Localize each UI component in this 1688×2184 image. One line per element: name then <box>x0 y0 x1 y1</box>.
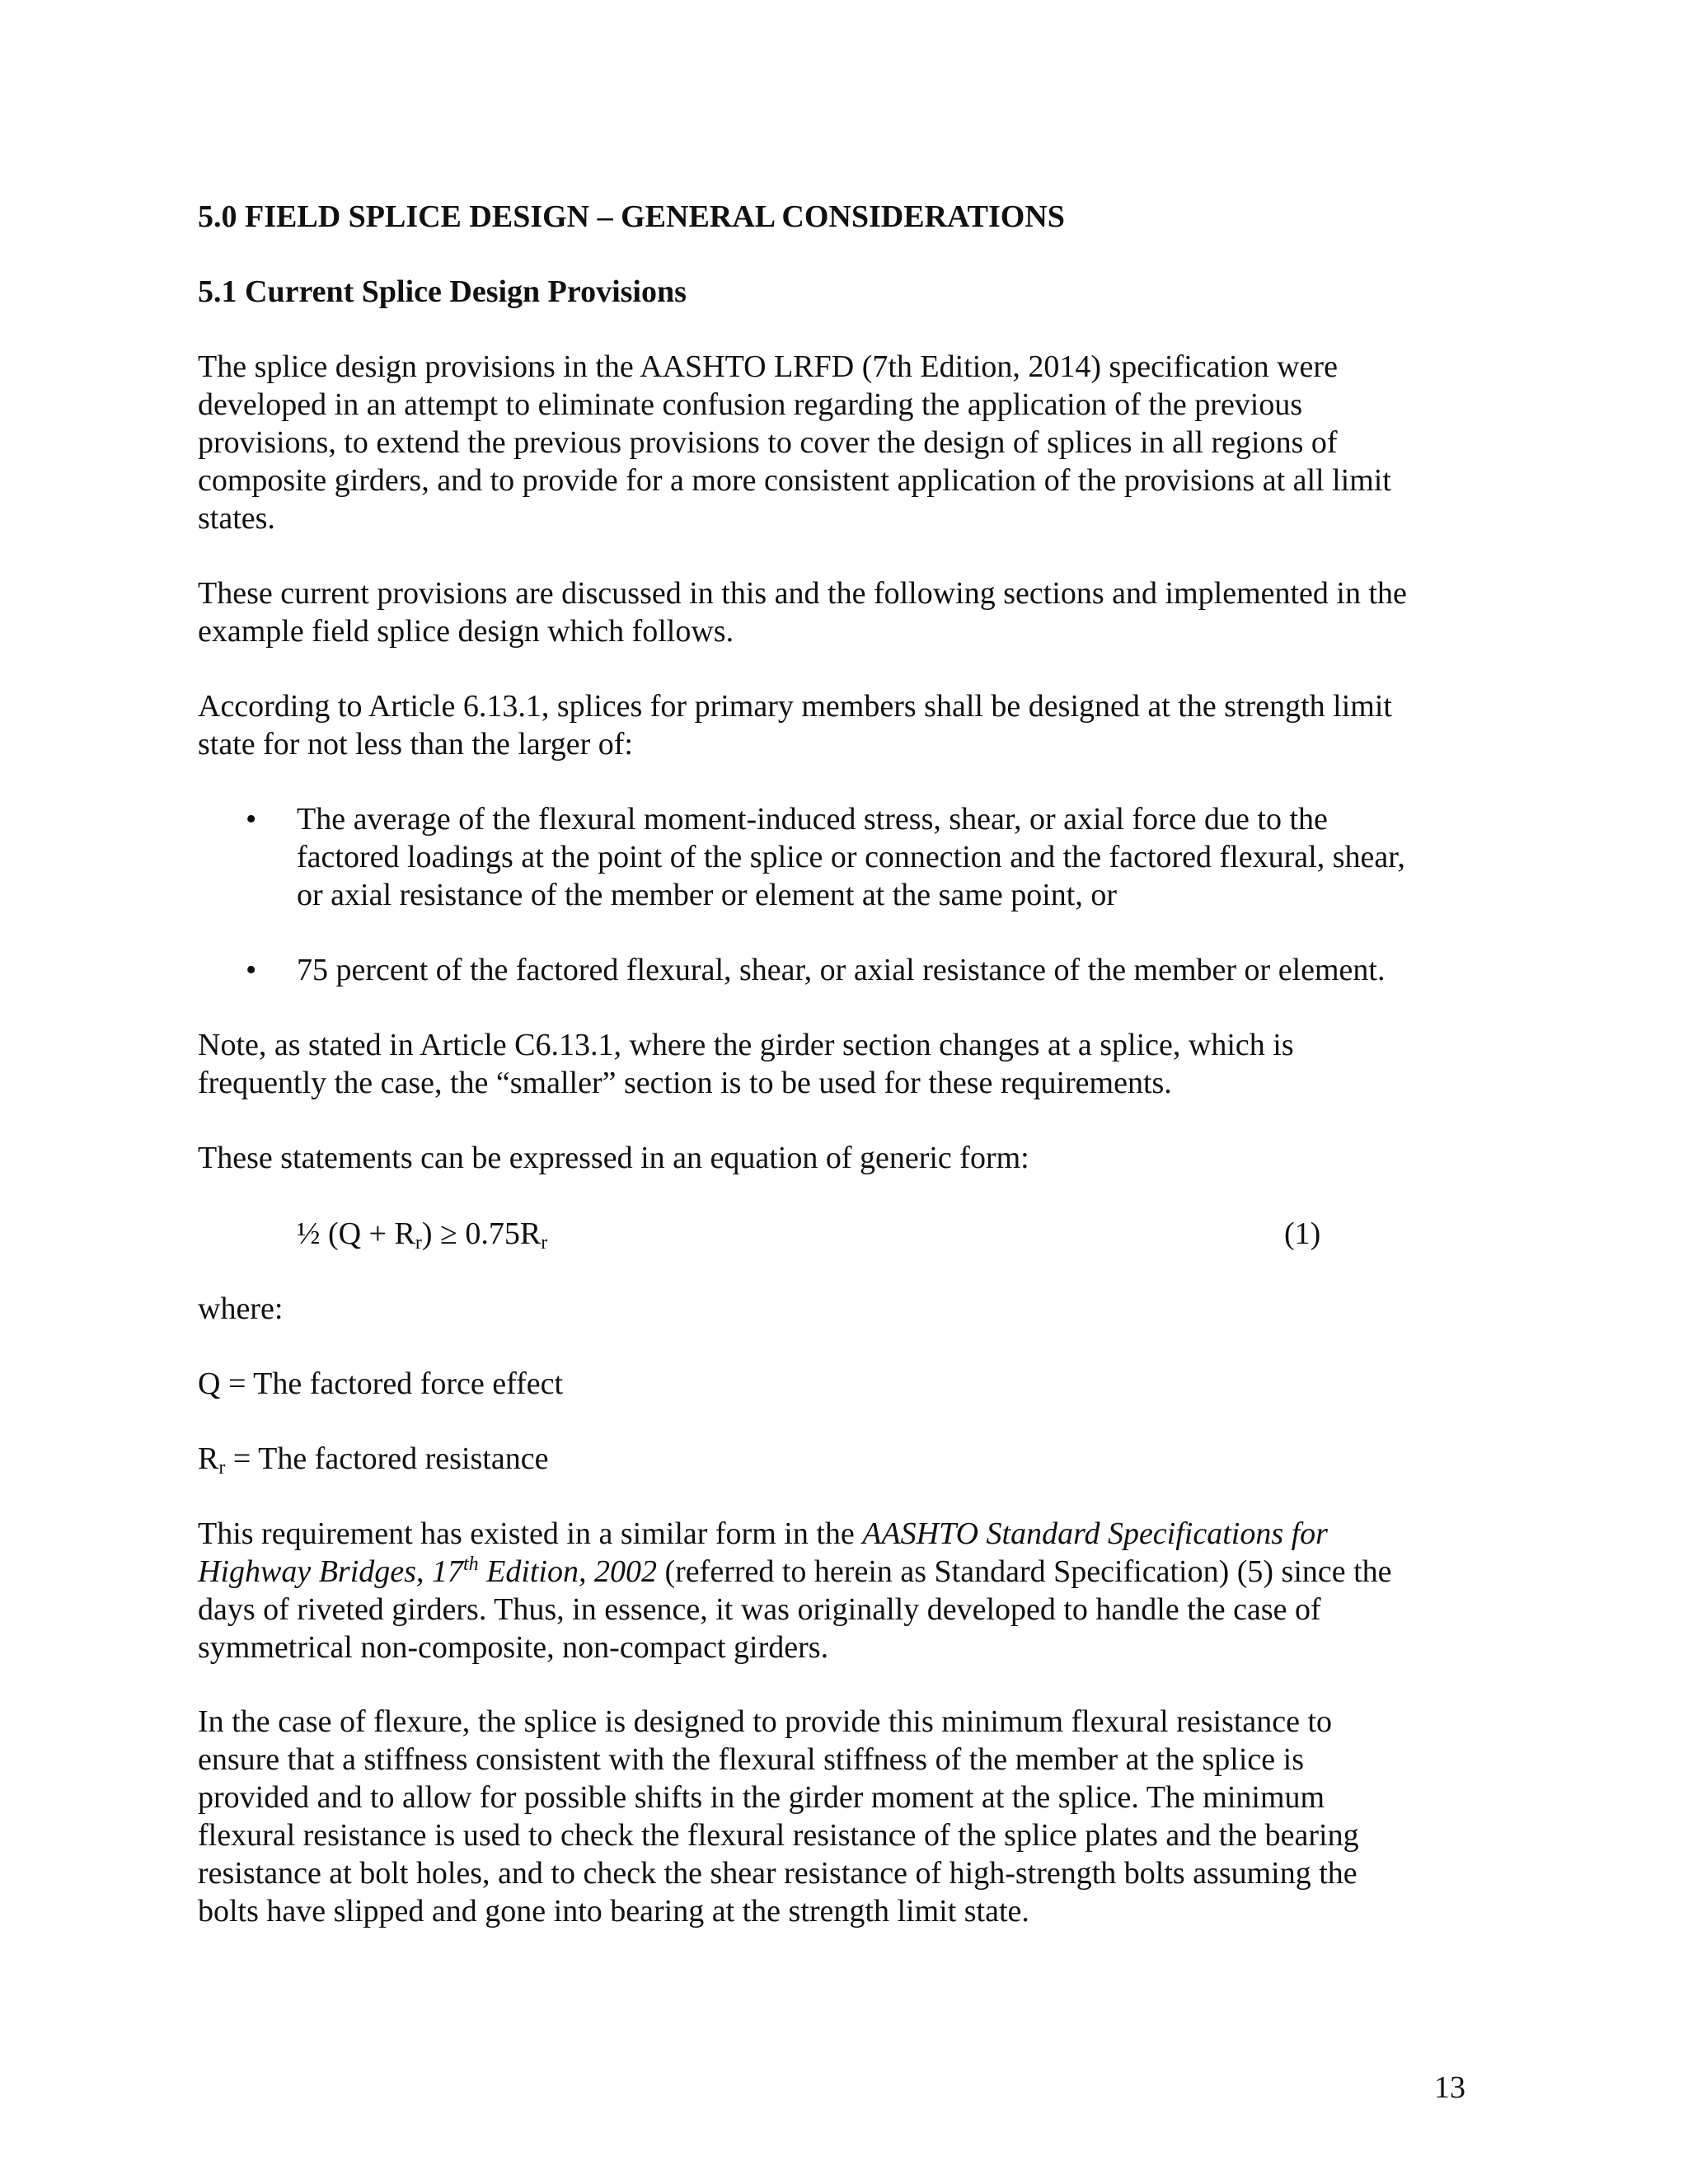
text-line: days of riveted girders. Thus, in essence, it was originally developed to handle the case of <box>198 1592 1321 1627</box>
text-line: frequently the case, the “smaller” section is to be used for these requirements. <box>198 1066 1172 1100</box>
text-line: Note, as stated in Article C6.13.1, where the girder section changes at a splice, which is <box>198 1028 1294 1062</box>
text-line: developed in an attempt to eliminate confusion regarding the application of the previous <box>198 387 1303 422</box>
bullet-icon: • <box>246 953 257 987</box>
definition-r <box>198 1440 548 1478</box>
bullet-icon: • <box>246 802 257 837</box>
text-line: resistance at bolt holes, and to check the shear resistance of high-strength bolts assuming the <box>198 1856 1357 1891</box>
paragraph-article <box>198 687 1392 763</box>
text-line: or axial resistance of the member or element at the same point, or <box>297 878 1118 912</box>
text-line: bolts have slipped and gone into bearing at the strength limit state. <box>198 1894 1029 1929</box>
text-line: The splice design provisions in the AASHTO LRFD (7th Edition, 2014) specification were <box>198 349 1338 384</box>
text-run: This requirement has existed in a similar form in the <box>198 1516 863 1551</box>
paragraph-history <box>198 1515 1392 1666</box>
text-run: Highway Bridges, 17 <box>198 1554 463 1589</box>
page-number: 13 <box>1434 2070 1465 2105</box>
text-line: These current provisions are discussed in this and the following sections and implemented in the <box>198 576 1407 611</box>
where-label: where: <box>198 1291 284 1326</box>
text-line: According to Article 6.13.1, splices for primary members shall be designed at the strength limit <box>198 689 1392 724</box>
text-line <box>198 1515 1392 1553</box>
text-line: states. <box>198 501 275 536</box>
text-line: example field splice design which follows. <box>198 614 734 649</box>
text-run: (referred to herein as Standard Specification) (5) since the <box>657 1554 1392 1589</box>
paragraph-statements: These statements can be expressed in an equation of generic form: <box>198 1141 1029 1175</box>
definition-subscript: r <box>218 1457 226 1479</box>
equation-number: (1) <box>1284 1216 1321 1251</box>
text-line: ensure that a stiffness consistent with the flexural stiffness of the member at the splice is <box>198 1742 1304 1777</box>
text-line <box>198 1553 1392 1591</box>
text-line: The average of the flexural moment-induced stress, shear, or axial force due to the <box>297 802 1328 837</box>
subsection-heading: 5.1 Current Splice Design Provisions <box>198 274 687 309</box>
text-line: factored loadings at the point of the splice or connection and the factored flexural, shear, <box>297 840 1405 874</box>
text-line: symmetrical non-composite, non-compact girders. <box>198 1630 829 1665</box>
equation-part: ½ (Q + R <box>297 1216 415 1251</box>
paragraph-intro <box>198 348 1391 537</box>
citation-title: AASHTO Standard Specifications for <box>862 1516 1328 1551</box>
text-line: composite girders, and to provide for a more consistent application of the provisions at all limit <box>198 463 1391 498</box>
text-line: flexural resistance is used to check the flexural resistance of the splice plates and the bearing <box>198 1818 1359 1853</box>
equation <box>297 1215 547 1253</box>
text-line: state for not less than the larger of: <box>198 727 633 762</box>
citation-title <box>198 1554 657 1589</box>
equation-subscript: r <box>415 1232 422 1254</box>
paragraph-current-provisions <box>198 574 1407 650</box>
text-line: In the case of flexure, the splice is designed to provide this minimum flexural resistance to <box>198 1704 1333 1739</box>
paragraph-note <box>198 1026 1294 1102</box>
definition-symbol: R <box>198 1441 219 1476</box>
equation-part: ) ≥ 0.75R <box>421 1216 542 1251</box>
definition-q: Q = The factored force effect <box>198 1366 564 1401</box>
text-run: Edition, 2002 <box>478 1554 657 1589</box>
bullet-item-average <box>297 800 1405 914</box>
text-line: provisions, to extend the previous provisions to cover the design of splices in all regions of <box>198 425 1338 460</box>
section-heading: 5.0 FIELD SPLICE DESIGN – GENERAL CONSIDERATIONS <box>198 199 1065 234</box>
equation-subscript: r <box>541 1232 548 1254</box>
definition-text: = The factored resistance <box>225 1441 549 1476</box>
superscript: th <box>462 1554 479 1575</box>
bullet-item-75-percent: 75 percent of the factored flexural, shear, or axial resistance of the member or element. <box>297 953 1386 987</box>
paragraph-flexure <box>198 1703 1359 1930</box>
text-line: provided and to allow for possible shifts in the girder moment at the splice. The minimum <box>198 1780 1325 1815</box>
